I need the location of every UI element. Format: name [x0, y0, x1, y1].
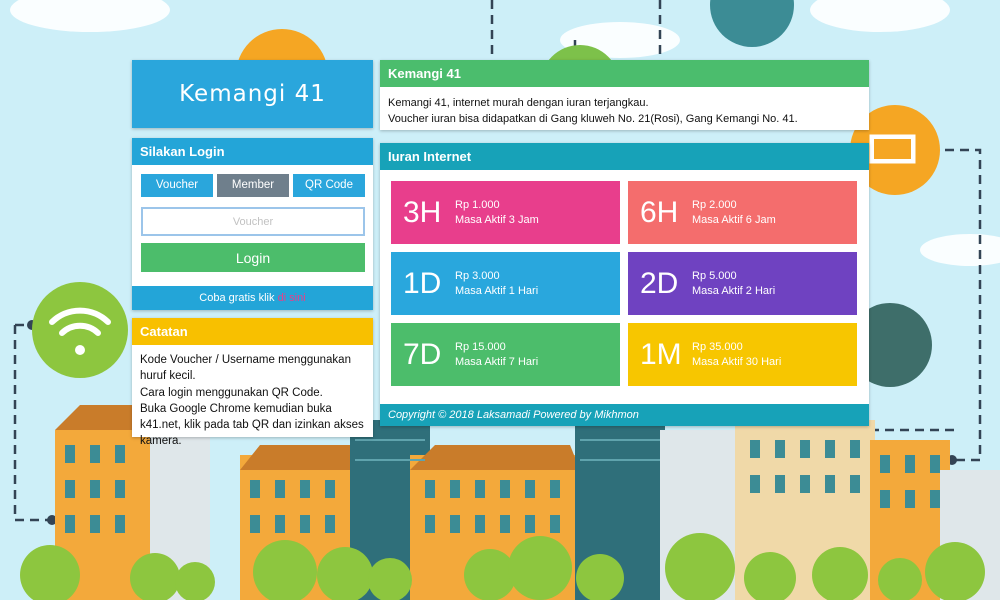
pricing-panel [380, 143, 869, 426]
notes-body [132, 345, 373, 457]
plan-card-7d[interactable] [391, 323, 620, 386]
plan-duration: Masa Aktif 6 Jam [692, 213, 776, 226]
tab-member[interactable]: Member [217, 174, 289, 197]
plan-card-6h[interactable] [628, 181, 857, 244]
plan-duration: Masa Aktif 1 Hari [455, 284, 539, 297]
login-button[interactable]: Login [141, 243, 365, 272]
note-line: Cara login menggunakan QR Code. [140, 386, 323, 399]
note-line: Kode Voucher / Username menggunakan huruf kecil. [140, 354, 351, 383]
plan-card-1d[interactable] [391, 252, 620, 315]
plan-code: 2D [640, 266, 679, 300]
plan-price: Rp 2.000 [692, 198, 737, 211]
plan-duration: Masa Aktif 2 Hari [692, 284, 776, 297]
voucher-input[interactable] [141, 207, 365, 236]
plan-code: 1D [403, 266, 442, 300]
pricing-footer: Copyright © 2018 Laksamadi Powered by Mikhmon [380, 404, 869, 426]
login-tabs [132, 165, 373, 197]
plan-code: 7D [403, 337, 442, 371]
trial-text: Coba gratis klik [199, 292, 275, 304]
plan-price: Rp 15.000 [455, 340, 506, 353]
plan-price: Rp 3.000 [455, 269, 500, 282]
trial-bar [132, 286, 373, 310]
tab-voucher[interactable]: Voucher [141, 174, 213, 197]
pricing-grid [380, 170, 869, 386]
plan-card-2d[interactable] [628, 252, 857, 315]
wifi-bubble-green-icon [32, 282, 128, 378]
plan-code: 3H [403, 195, 442, 229]
logo-banner [132, 60, 373, 128]
plan-card-3h[interactable] [391, 181, 620, 244]
plan-code: 1M [640, 337, 682, 371]
plan-price: Rp 5.000 [692, 269, 737, 282]
plan-duration: Masa Aktif 3 Jam [455, 213, 539, 226]
info-title: Kemangi 41 [380, 60, 869, 87]
notes-title: Catatan [132, 318, 373, 345]
plan-duration: Masa Aktif 7 Hari [455, 355, 539, 368]
plan-card-1m[interactable] [628, 323, 857, 386]
notes-panel [132, 318, 373, 448]
login-title: Silakan Login [132, 138, 373, 165]
plan-price: Rp 1.000 [455, 198, 500, 211]
info-panel [380, 60, 869, 130]
note-line: Buka Google Chrome kemudian buka k41.net, klik pada tab QR dan izinkan akses kamera. [140, 402, 364, 448]
pricing-title: Iuran Internet [380, 143, 869, 170]
plan-code: 6H [640, 195, 679, 229]
info-line: Voucher iuran bisa didapatkan di Gang kluweh No. 21(Rosi), Gang Kemangi No. 41. [388, 113, 798, 125]
info-line: Kemangi 41, internet murah dengan iuran terjangkau. [388, 97, 649, 109]
plan-price: Rp 35.000 [692, 340, 743, 353]
logo-text: Kemangi 41 [179, 81, 326, 107]
info-body [380, 87, 869, 135]
trial-link[interactable]: di sini [277, 292, 306, 304]
plan-duration: Masa Aktif 30 Hari [692, 355, 782, 368]
login-panel [132, 138, 373, 310]
tab-qr-code[interactable]: QR Code [293, 174, 365, 197]
